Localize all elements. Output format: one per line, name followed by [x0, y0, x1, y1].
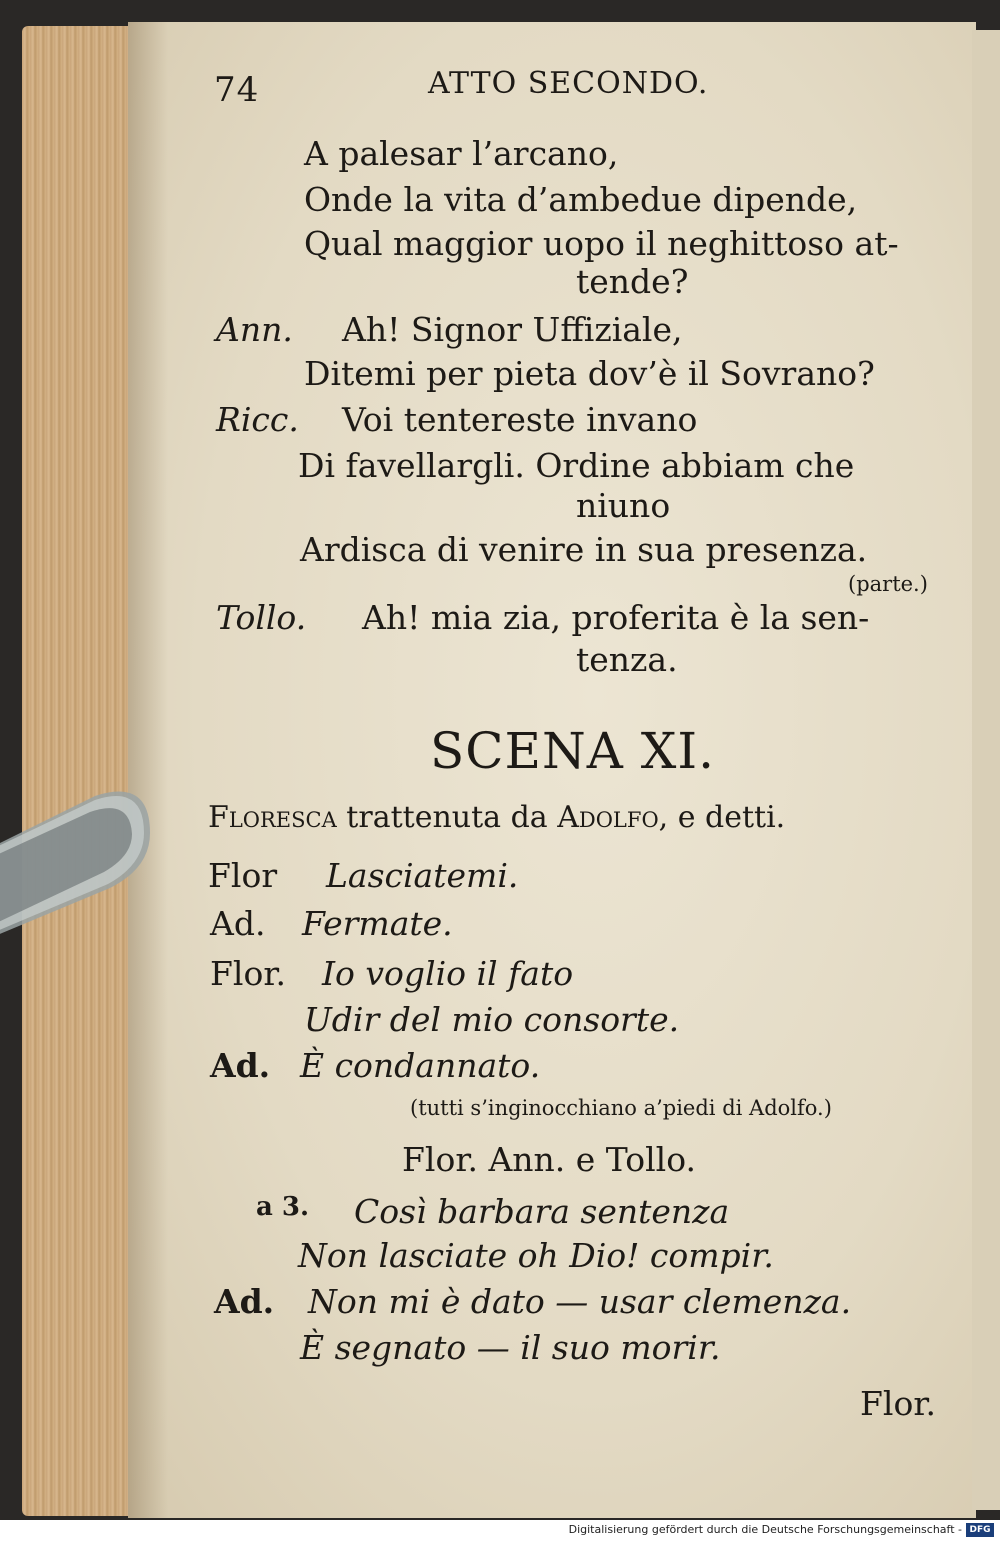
speaker-tollo: Tollo.	[216, 598, 307, 637]
page-edges	[22, 26, 140, 1516]
verse-line: tende?	[576, 262, 689, 301]
dialogue-line: Non lasciate oh Dio! compir.	[298, 1236, 774, 1275]
verse-line: Ditemi per pieta dov’è il Sovrano?	[304, 354, 875, 393]
verse-line: Voi tentereste invano	[342, 400, 698, 439]
persons-tail: , e detti.	[658, 800, 786, 835]
speaker: Flor.	[210, 954, 286, 993]
verse-line: tenza.	[576, 640, 678, 679]
gutter-shadow	[128, 22, 168, 1518]
stage-direction: (tutti s’inginocchiano a’piedi di Adolfo.)	[410, 1096, 832, 1120]
chorus-heading: Flor. Ann. e Tollo.	[402, 1140, 696, 1179]
dialogue-line: È condannato.	[300, 1046, 541, 1085]
footer-bar	[0, 1520, 1000, 1541]
dialogue-line: È segnato — il suo morir.	[300, 1328, 721, 1367]
dfg-logo: DFG	[966, 1523, 994, 1537]
scene-persons	[208, 800, 785, 835]
running-title: ATTO SECONDO.	[428, 66, 709, 101]
scene-title: SCENA XI.	[430, 722, 716, 780]
dialogue-line: Non mi è dato — usar clemenza.	[308, 1282, 852, 1321]
dialogue-line: Così barbara sentenza	[354, 1192, 730, 1231]
dialogue-line: Io voglio il fato	[322, 954, 574, 993]
speaker: Ad.	[210, 1046, 271, 1085]
facing-page-edge	[972, 30, 1000, 1510]
speaker-a3: a 3.	[256, 1192, 310, 1222]
speaker: Flor	[208, 856, 278, 895]
page-number: 74	[214, 70, 260, 110]
verse-line: niuno	[576, 486, 671, 525]
verse-line: Ardisca di venire in sua presenza.	[300, 530, 868, 569]
speaker: Ad.	[210, 904, 266, 943]
verse-line: A palesar l’arcano,	[304, 134, 619, 173]
verse-line: Di favellargli. Ordine abbiam che	[298, 446, 855, 485]
funding-credit: Digitalisierung gefördert durch die Deutsche Forschungsgemeinschaft -	[568, 1523, 962, 1536]
person-adolfo: Adolfo	[557, 800, 659, 835]
person-floresca: Floresca	[208, 800, 337, 835]
verse-line: Ah! Signor Uffiziale,	[342, 310, 683, 349]
persons-connector: trattenuta da	[346, 800, 548, 835]
dialogue-line: Udir del mio consorte.	[304, 1000, 680, 1039]
speaker: Ad.	[214, 1282, 275, 1321]
dialogue-line: Lasciatemi.	[326, 856, 519, 895]
verse-line: Onde la vita d’ambedue dipende,	[304, 180, 858, 219]
speaker-ricc: Ricc.	[216, 400, 299, 439]
catchword: Flor.	[860, 1384, 936, 1423]
stage-direction: (parte.)	[848, 572, 928, 596]
page-clip-icon	[0, 788, 150, 938]
verse-line: Qual maggior uopo il neghittoso at-	[304, 224, 899, 263]
dialogue-line: Fermate.	[302, 904, 453, 943]
verse-line: Ah! mia zia, proferita è la sen-	[362, 598, 870, 637]
speaker-ann: Ann.	[216, 310, 293, 349]
